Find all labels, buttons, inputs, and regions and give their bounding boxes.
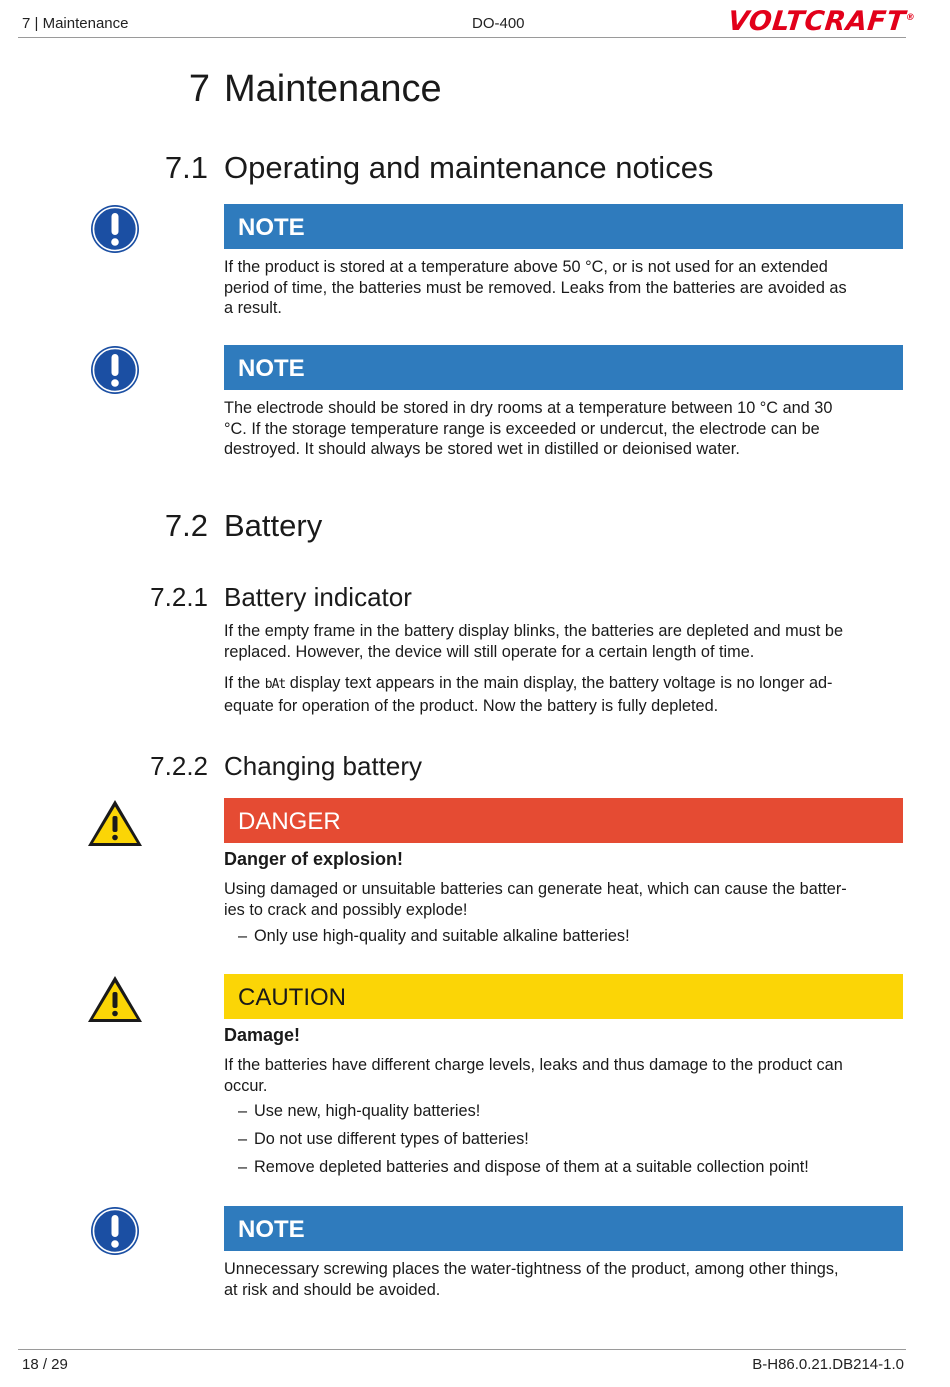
- para-text: display text appears in the main display, the battery voltage is no longer ad-: [289, 674, 833, 692]
- bullet-text: Only use high-quality and suitable alkaline batteries!: [254, 927, 630, 945]
- note-banner-3: NOTE: [224, 1206, 903, 1251]
- caution-line: occur.: [224, 1076, 268, 1095]
- note-banner-1: NOTE: [224, 204, 903, 249]
- note-3-line: Unnecessary screwing places the water-tightness of the product, among other things,: [224, 1260, 839, 1278]
- bullet-dash: –: [238, 927, 248, 945]
- note-banner-2: NOTE: [224, 345, 903, 390]
- danger-banner: DANGER: [224, 798, 903, 843]
- footer-doc-id: B-H86.0.21.DB214-1.0: [752, 1356, 904, 1373]
- header-model: DO-400: [472, 15, 525, 32]
- section-7-2-2-title: Changing battery: [224, 751, 423, 781]
- section-7-2-title: Battery: [224, 508, 323, 543]
- note-2-line: destroyed. It should always be stored wet in distilled or deionised water.: [224, 440, 740, 458]
- section-7-2-number: 7.2: [164, 508, 208, 543]
- bullet-dash: –: [238, 1102, 248, 1120]
- list-item: [238, 1130, 529, 1149]
- battery-indicator-para-1: [224, 621, 843, 662]
- bullet-dash: –: [238, 1130, 248, 1148]
- list-item: [238, 1102, 480, 1121]
- warning-triangle-icon: [86, 974, 144, 1024]
- para-line: [224, 673, 832, 696]
- para-line: equate for operation of the product. Now the battery is fully depleted.: [224, 696, 719, 715]
- para-line: If the empty frame in the battery display blinks, the batteries are depleted and must be: [224, 622, 844, 640]
- para-text: If the: [224, 674, 261, 692]
- note-2-line: °C. If the storage temperature range is exceeded or undercut, the electrode can be: [224, 419, 820, 438]
- section-7-1-title: Operating and maintenance notices: [224, 150, 714, 185]
- note-2-line: The electrode should be stored in dry rooms at a temperature between 10 °C and 30: [224, 399, 833, 417]
- brand-mark: ®: [905, 13, 916, 23]
- list-item: [238, 1158, 809, 1177]
- note-3-line: at risk and should be avoided.: [224, 1280, 441, 1299]
- note-3-text: [224, 1259, 839, 1300]
- note-1-line: If the product is stored at a temperature above 50 °C, or is not used for an extended: [224, 258, 828, 276]
- caution-heading: Damage!: [224, 1025, 301, 1045]
- caution-text: [224, 1055, 843, 1096]
- section-7-2-1-title: Battery indicator: [224, 582, 412, 612]
- info-exclamation-icon: [90, 1206, 140, 1256]
- note-1-line: period of time, the batteries must be removed. Leaks from the batteries are avoided as: [224, 278, 847, 297]
- danger-line: Using damaged or unsuitable batteries can generate heat, which can cause the batter-: [224, 880, 847, 898]
- header-section: 7 | Maintenance: [22, 15, 129, 32]
- chapter-number: 7: [188, 68, 210, 110]
- bullet-text: Do not use different types of batteries!: [254, 1130, 529, 1148]
- caution-line: If the batteries have different charge levels, leaks and thus damage to the product can: [224, 1056, 843, 1074]
- battery-indicator-para-2: [224, 673, 832, 716]
- list-item: [238, 927, 630, 946]
- danger-heading: Danger of explosion!: [224, 849, 404, 869]
- info-exclamation-icon: [90, 345, 140, 395]
- section-7-1-number: 7.1: [164, 150, 208, 185]
- info-exclamation-icon: [90, 204, 140, 254]
- caution-banner: CAUTION: [224, 974, 903, 1019]
- note-1-line: a result.: [224, 299, 282, 317]
- bullet-text: Remove depleted batteries and dispose of them at a suitable collection point!: [254, 1158, 809, 1176]
- bat-display-code: bAt: [264, 677, 286, 692]
- section-7-2-1-number: 7.2.1: [150, 582, 208, 612]
- chapter-title: Maintenance: [224, 68, 442, 110]
- danger-line: ies to crack and possibly explode!: [224, 900, 468, 919]
- note-1-text: [224, 257, 847, 319]
- danger-text: [224, 879, 847, 920]
- footer-page-number: 18 / 29: [22, 1356, 68, 1373]
- footer-rule: [18, 1349, 906, 1350]
- header-rule: [18, 37, 906, 38]
- note-2-text: [224, 398, 832, 460]
- brand-logo: [726, 6, 916, 37]
- warning-triangle-icon: [86, 798, 144, 848]
- brand-name: VOLTCRAFT: [726, 6, 908, 37]
- para-line: replaced. However, the device will still operate for a certain length of time.: [224, 642, 755, 661]
- bullet-dash: –: [238, 1158, 248, 1176]
- section-7-2-2-number: 7.2.2: [150, 751, 208, 781]
- bullet-text: Use new, high-quality batteries!: [254, 1102, 481, 1120]
